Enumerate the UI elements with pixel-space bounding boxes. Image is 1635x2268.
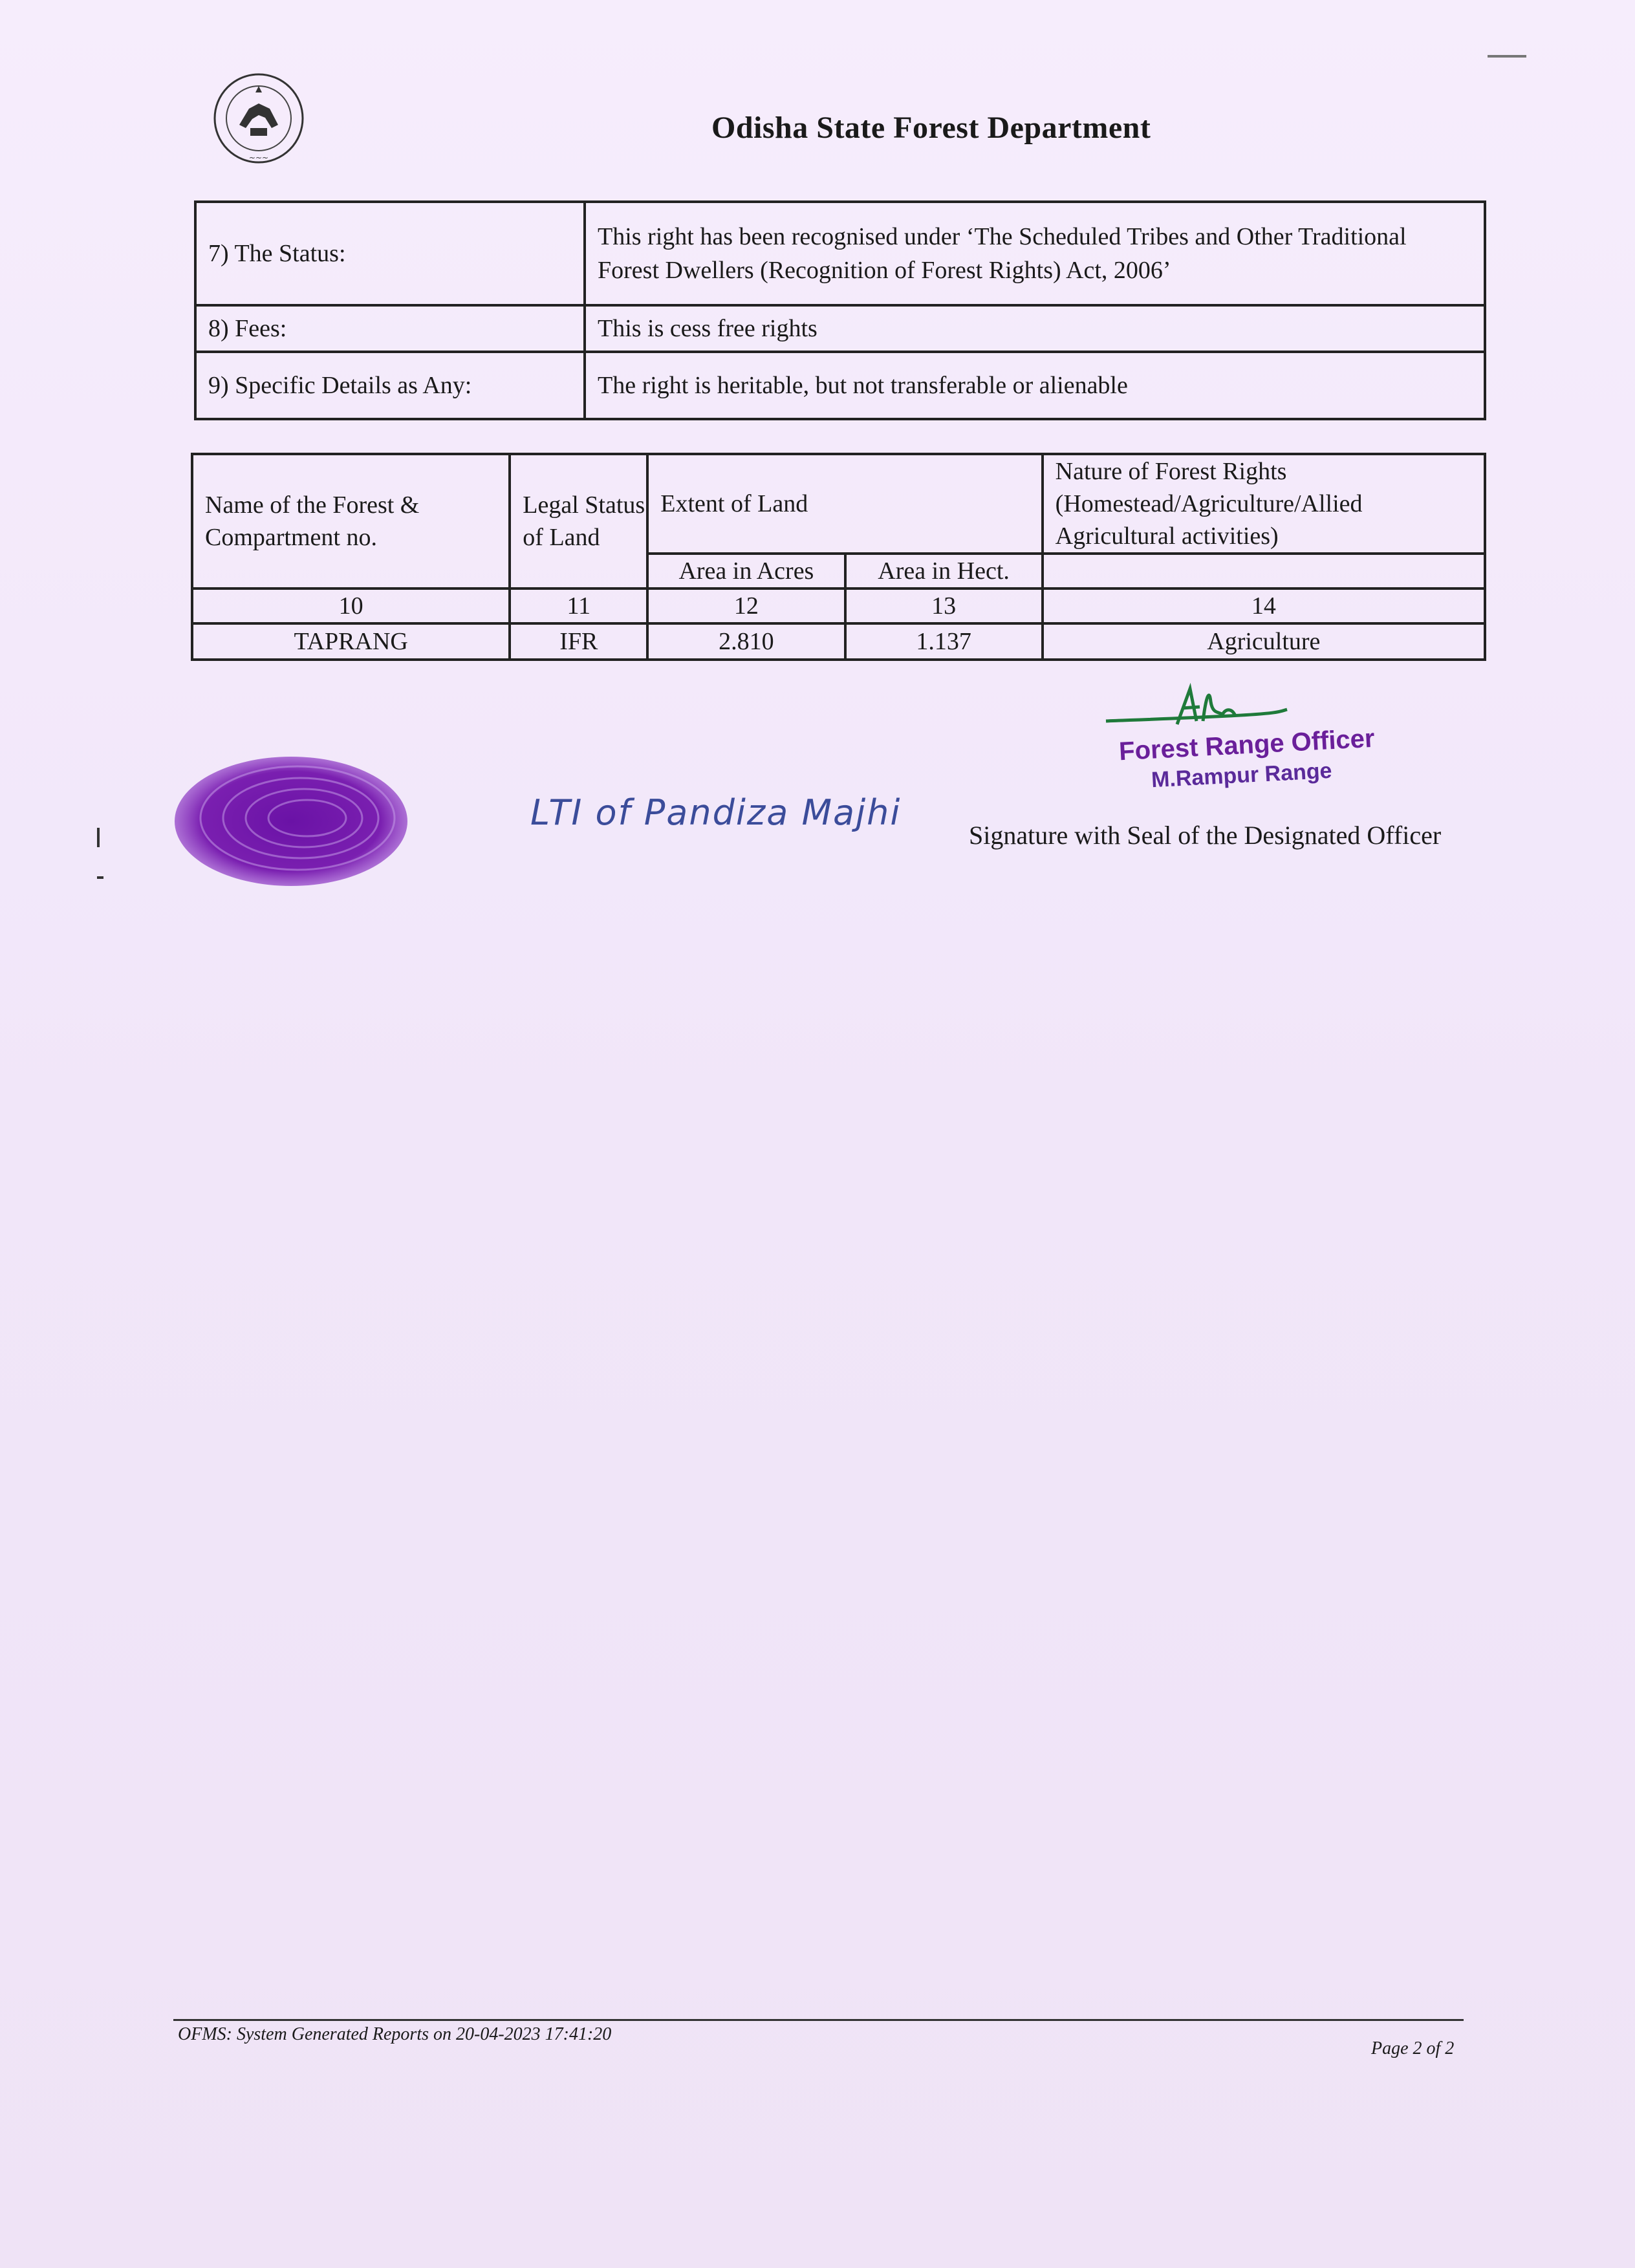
status-value: [585, 202, 1485, 305]
status-label: 7) The Status:: [195, 202, 585, 305]
page-title: Odisha State Forest Department: [711, 111, 1151, 145]
legal-status-header: Legal Status of Land: [510, 454, 647, 589]
thumb-impression-note: LTI of Pandiza Majhi: [530, 792, 902, 833]
specific-details-label: 9) Specific Details as Any:: [195, 352, 585, 419]
odisha-state-emblem-icon: [210, 63, 307, 173]
table-row: [192, 623, 1485, 660]
table-number-row: [192, 589, 1485, 623]
stray-mark: [1488, 55, 1526, 58]
page-number: Page 2 of 2: [1371, 2038, 1455, 2058]
specific-details-value: The right is heritable, but not transferable or alienable: [585, 352, 1485, 419]
status-value-line: This right has been recognised under ‘The Scheduled Tribes and Other Traditional: [598, 223, 1407, 250]
forest-name-cell: TAPRANG: [192, 623, 510, 660]
column-number: 12: [647, 589, 845, 623]
acres-cell: 2.810: [647, 623, 845, 660]
table-row: [195, 202, 1485, 305]
seal-officer-title: Forest Range Officer: [1118, 724, 1376, 766]
column-number: 11: [510, 589, 647, 623]
footer-generated-text: OFMS: System Generated Reports on 20-04-2023 17:41:20: [178, 2024, 612, 2044]
land-table: [191, 453, 1486, 661]
footer-divider: [173, 2019, 1464, 2021]
extent-header: Extent of Land: [647, 454, 1042, 554]
nature-cell: Agriculture: [1043, 623, 1485, 660]
signature-caption: Signature with Seal of the Designated Officer: [969, 821, 1442, 850]
table-header-row: [192, 454, 1485, 554]
column-number: 14: [1043, 589, 1485, 623]
fees-label: 8) Fees:: [195, 305, 585, 352]
column-number: 13: [845, 589, 1043, 623]
nature-header: Nature of Forest Rights (Homestead/Agriculture/Allied Agricultural activities): [1043, 454, 1485, 554]
svg-text:~~~: ~~~: [248, 153, 269, 162]
hect-cell: 1.137: [845, 623, 1043, 660]
nature-subheader-empty: [1043, 554, 1485, 589]
seal-range-name: M.Rampur Range: [1151, 758, 1333, 793]
status-value-line: Forest Dwellers (Recognition of Forest Rights) Act, 2006’: [598, 257, 1171, 284]
stray-mark: [97, 828, 100, 847]
hect-header: Area in Hect.: [845, 554, 1043, 589]
table-row: [195, 352, 1485, 419]
column-number: 10: [192, 589, 510, 623]
acres-header: Area in Acres: [647, 554, 845, 589]
thumbprint-image: [168, 750, 414, 892]
forest-name-header: Name of the Forest & Compartment no.: [192, 454, 510, 589]
details-table: [194, 200, 1486, 420]
legal-status-cell: IFR: [510, 623, 647, 660]
table-row: [195, 305, 1485, 352]
fees-value: This is cess free rights: [585, 305, 1485, 352]
stray-mark: [97, 876, 103, 879]
